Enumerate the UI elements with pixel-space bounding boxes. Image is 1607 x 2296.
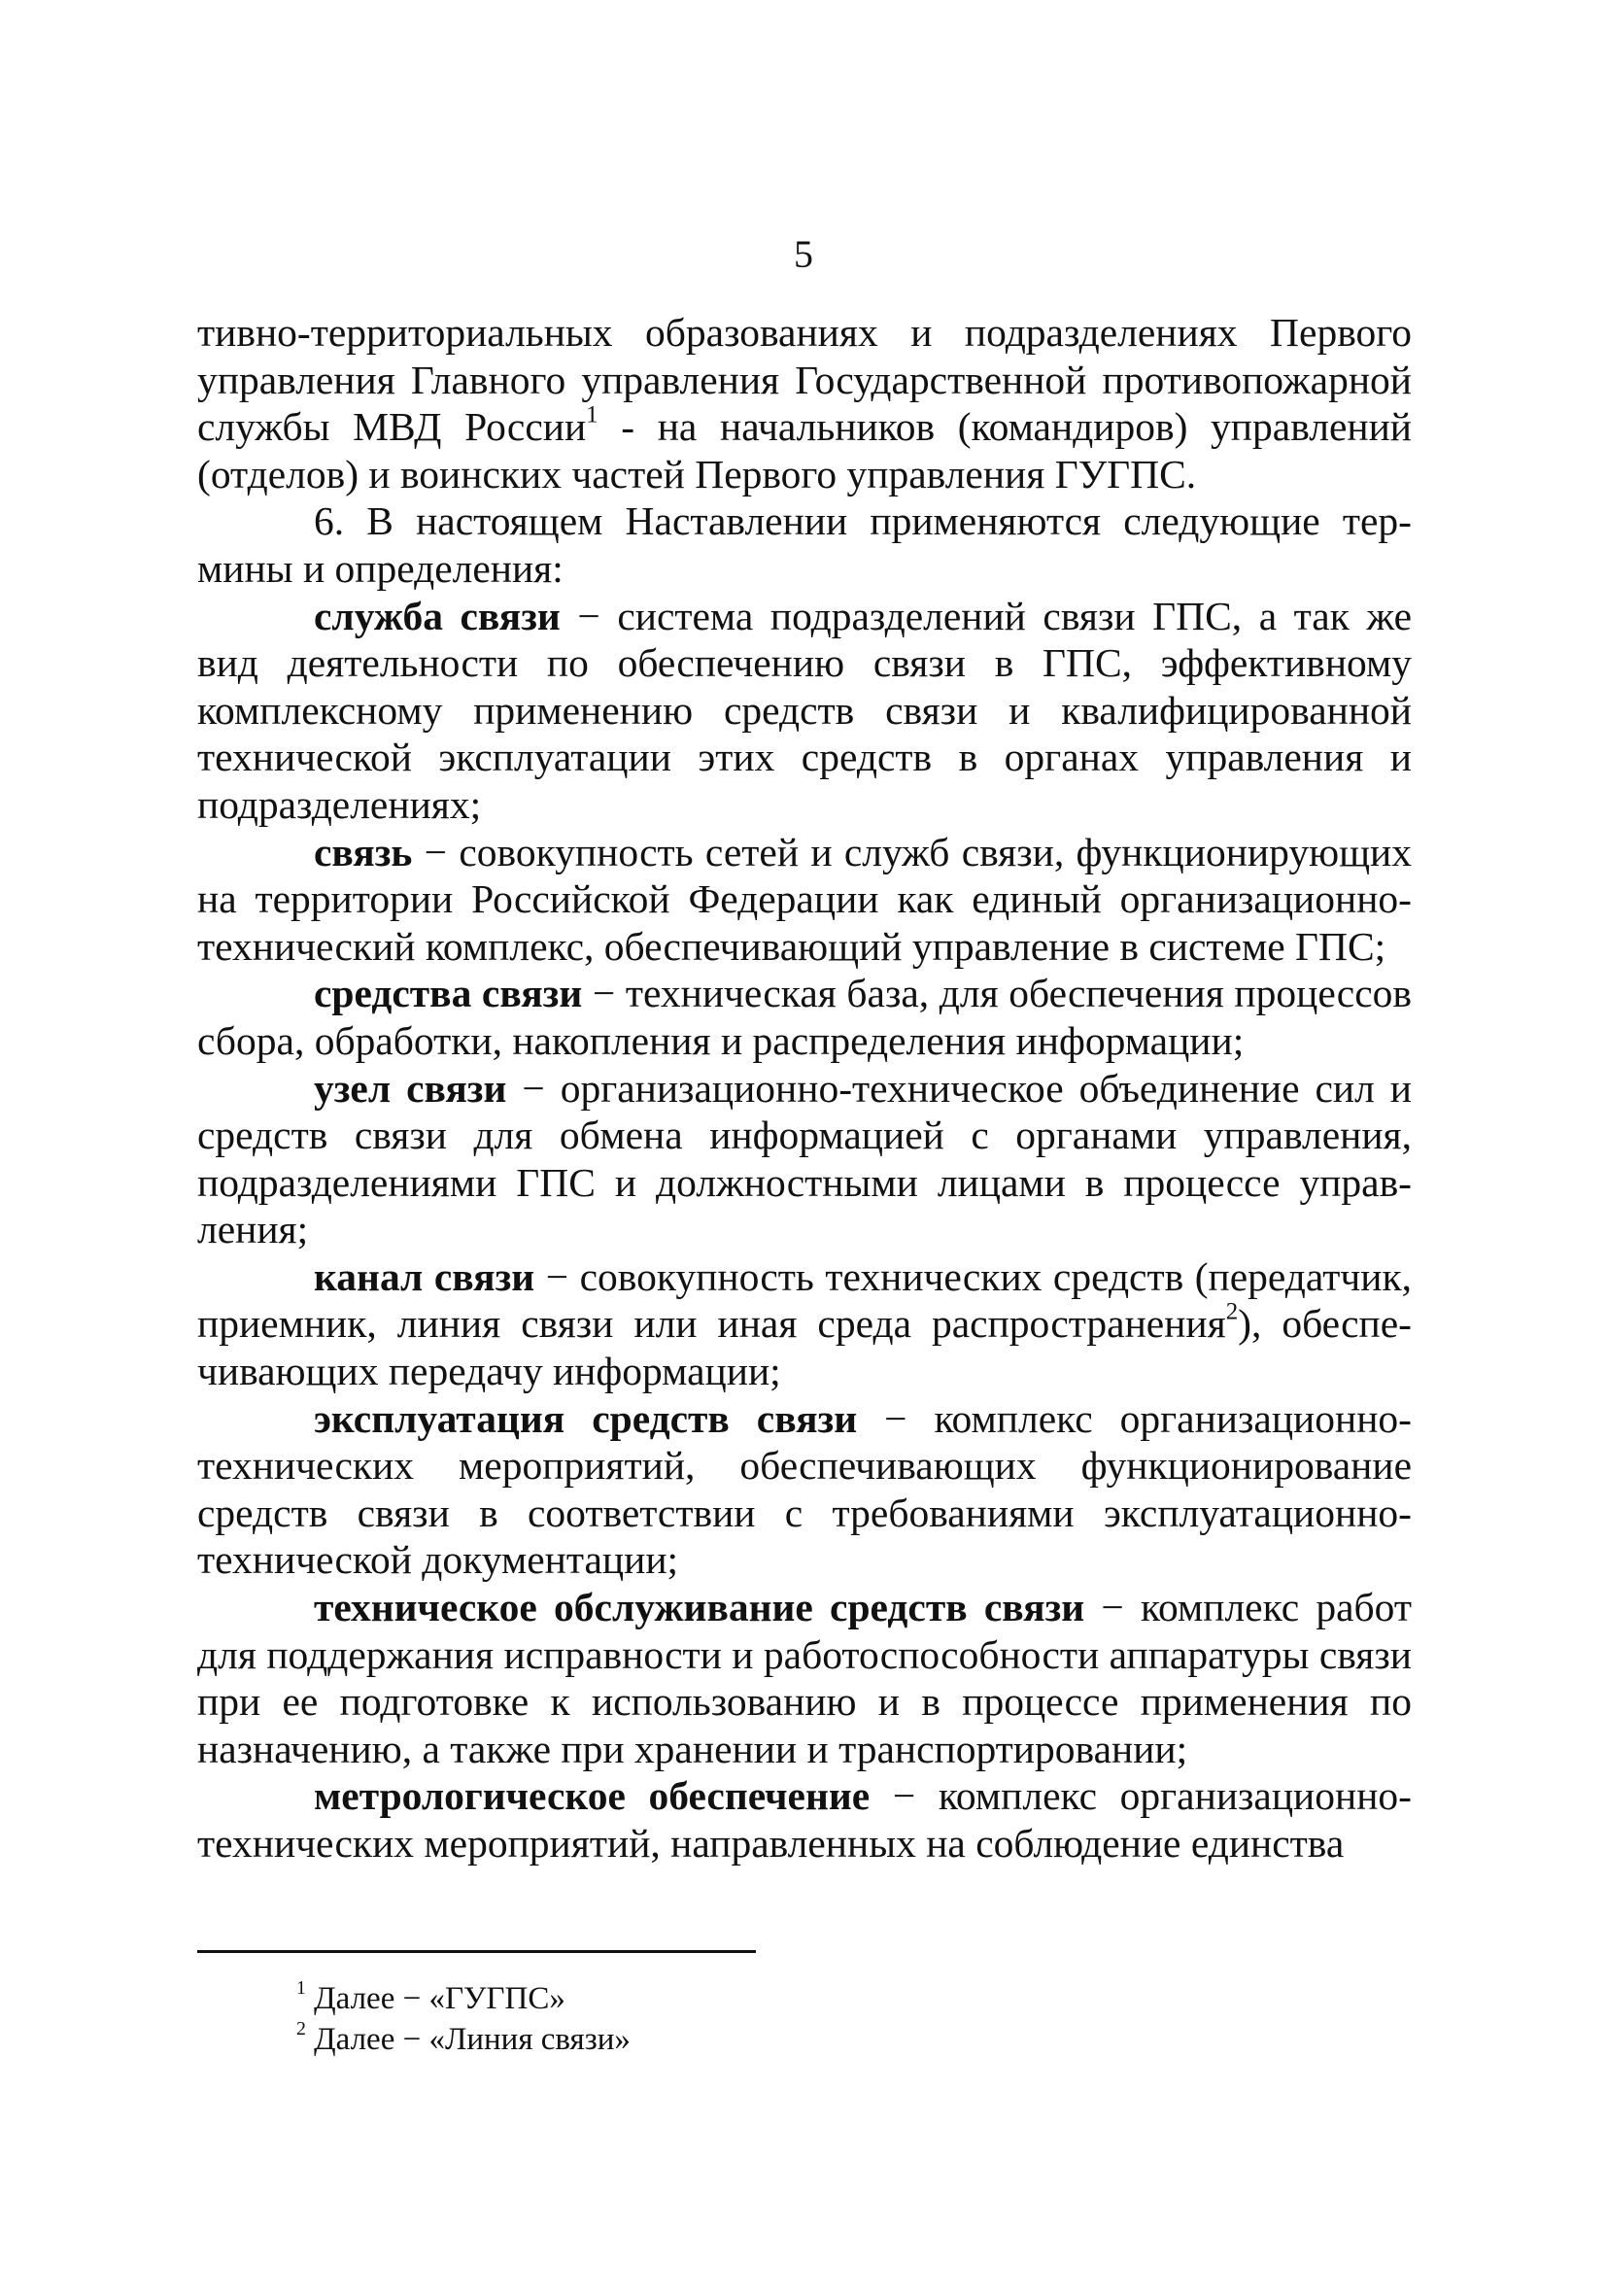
definition-text: − техническая база, для обеспечения процессов сбора, обработки, накопления и распределения информации; [197, 971, 1412, 1063]
definition-sluzhba-svyazi [197, 593, 1412, 829]
definition-metrologicheskoe-obespechenie [197, 1772, 1412, 1867]
definition-term: средства связи [314, 971, 583, 1016]
definition-sredstva-svyazi [197, 970, 1412, 1064]
definition-text: − организационно-техническое объединение сил и средств связи для обмена информацией с органами управления, подразделениями ГПС и должностными лицами в процессе управления; [197, 1065, 1412, 1252]
clause-6-paragraph: 6. В настоящем Наставлении применяются следующие термины и определения: [197, 498, 1412, 591]
definition-term: техническое обслуживание средств связи [314, 1585, 1085, 1630]
definition-term: метрологическое обеспечение [314, 1773, 871, 1819]
footnote-marker: 1 [296, 1977, 306, 2000]
footnote-text: Далее − «Линия связи» [305, 2022, 631, 2057]
page-number: 5 [794, 232, 813, 276]
definition-term: служба связи [314, 593, 561, 638]
footnote-2 [296, 2019, 631, 2060]
definition-kanal-svyazi [197, 1253, 1412, 1395]
footnote-marker: 2 [296, 2018, 306, 2040]
definition-term: узел связи [314, 1065, 507, 1111]
document-body [197, 309, 1412, 1868]
definition-tekhnicheskoe-obsluzhivanie [197, 1584, 1412, 1772]
footnote-1 [296, 1978, 631, 2019]
footnote-text: Далее − «ГУГПС» [305, 1981, 565, 2016]
definition-text-continued: ), обеспечивающих передачу информации; [197, 1301, 1412, 1394]
intro-paragraph [197, 309, 1412, 497]
definition-text: − совокупность технических средств (передатчик, приемник, линия связи или иная среда распространения [197, 1253, 1413, 1347]
definition-ekspluatatsiya [197, 1395, 1412, 1584]
intro-text: тивно-территориальных образованиях и подразделениях Первого управления Главного управления Государственной противопожарной службы МВД России [197, 310, 1412, 450]
footnote-separator [197, 1950, 756, 1953]
definition-text: − комплекс организационно-технических мероприятий, обеспечивающих функционирование средств связи в соответствии с требованиями эксплуатационно-технической документации; [197, 1395, 1412, 1583]
definition-text: − система подразделений связи ГПС, а так же вид деятельности по обеспечению связи в ГПС, эффективному комплексному применению средств связи и квалифицированной технической эксплуатации этих средств в органах управления и подразделениях; [197, 593, 1412, 827]
definition-uzel-svyazi [197, 1065, 1412, 1253]
definition-text: − комплекс работ для поддержания исправности и работоспособности аппаратуры связи при ее подготовке к использованию и в процессе применения по назначению, а также при хранении и транспортировании; [197, 1585, 1412, 1771]
definition-text: − комплекс организационно-технических мероприятий, направленных на соблюдение единства [197, 1773, 1412, 1866]
definition-term: канал связи [314, 1253, 535, 1299]
definition-svyaz [197, 829, 1412, 971]
footnotes [296, 1978, 631, 2060]
definition-term: связь [314, 829, 413, 874]
definition-text: − совокупность сетей и служб связи, функционирующих на территории Российской Федерации как единый организационно-технический комплекс, обеспечивающий управление в системе ГПС; [197, 829, 1412, 969]
footnote-ref-2[interactable]: 2 [1225, 1298, 1239, 1325]
footnote-ref-1[interactable]: 1 [586, 401, 598, 428]
definition-term: эксплуатация средств связи [314, 1395, 858, 1441]
intro-text-continued: - на начальников (командиров) управлений (отделов) и воинских частей Первого управления ГУГПС. [197, 404, 1412, 497]
